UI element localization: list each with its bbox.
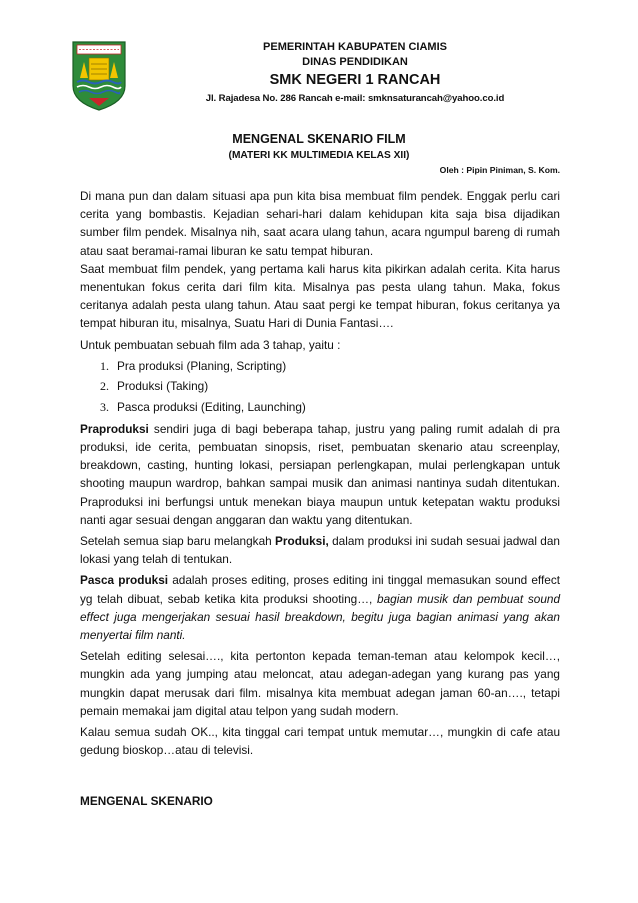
stages-list (80, 358, 560, 416)
letterhead-department: DINAS PENDIDIKAN (302, 56, 408, 68)
praproduksi-paragraph (80, 420, 560, 529)
produksi-term: Produksi, (275, 534, 329, 549)
pasca-paragraph (80, 571, 560, 644)
ciamis-regency-crest-icon (70, 40, 128, 112)
intro-paragraph-2: Saat membuat film pendek, yang pertama kali harus kita pikirkan adalah cerita. Kita harus menentukan fokus cerita dari film kita. Misalnya pas pesta ulang tahun. Maka, fokus ceritanya adalah pesta ulang tahun. Atau saat pergi ke tempat hiburan, fokus ceritanya ya tempat hiburan itu, misalnya, Suatu Hari di Dunia Fantasi…. (80, 261, 560, 331)
document-body (80, 187, 560, 759)
list-number: 2. (100, 379, 109, 394)
author-line: Oleh : Pipin Piniman, S. Kom. (439, 165, 560, 175)
document-title: MENGENAL SKENARIO FILM (232, 132, 406, 146)
list-text: Produksi (Taking) (117, 379, 209, 394)
list-text: Pasca produksi (Editing, Launching) (117, 399, 306, 414)
letterhead-government: PEMERINTAH KABUPATEN CIAMIS (263, 41, 447, 53)
letterhead-address: Jl. Rajadesa No. 286 Rancah e-mail: smknsaturancah@yahoo.co.id (205, 93, 505, 104)
list-text: Pra produksi (Planing, Scripting) (117, 358, 287, 373)
section-heading: MENGENAL SKENARIO (80, 794, 213, 808)
document-subtitle: (MATERI KK MULTIMEDIA KELAS XII) (228, 150, 410, 161)
list-number: 3. (100, 399, 109, 414)
produksi-before: Setelah semua siap baru melangkah (80, 534, 276, 549)
list-item (80, 378, 560, 395)
produksi-paragraph (80, 532, 560, 568)
editing-paragraph: Setelah editing selesai…., kita pertonton kepada teman-teman atau kelompok kecil…, mungkin ada yang jumping atau meloncat, atau adegan-adegan yang kurang pas yang mungkin dapat merusak dari film. misalnya kita membuat adegan jaman 60-an…., tetapi pemain memakai jam digital atau telpon yang sudah modern. (80, 649, 560, 718)
praproduksi-text: sendiri juga di bagi beberapa tahap, justru yang paling rumit adalah di pra produksi, ide cerita, pembuatan sinopsis, riset, pembuatan skenario atau screenplay, breakdown, casting, hunting lokasi, persiapan perlengkapan, mulai perlengkapan untuk shooting maupun wardrop, bahkan sampai musik dan animasi nantinya sudah ditentukan. Praproduksi ini berfungsi untuk menekan biaya maupun untuk ketepatan waktu produksi nanti agar sesuai dengan anggaran dan waktu yang ditentukan. (80, 421, 560, 527)
screening-paragraph: Kalau semua sudah OK.., kita tinggal cari tempat untuk memutar…, mungkin di cafe atau gedung bioskop…atau di televisi. (80, 725, 560, 758)
letterhead-school-name: SMK NEGERI 1 RANCAH (269, 72, 441, 88)
list-number: 1. (100, 358, 109, 373)
intro-paragraph-1: Di mana pun dan dalam situasi apa pun kita bisa membuat film pendek. Enggak perlu cari cerita yang bombastis. Kejadian sehari-hari dalam kehidupan kita saja bisa dijadikan sumber film pendek. Misalnya nih, saat acara ulang tahun, acara ngumpul bareng di rumah atau saat beramai-ramai liburan ke satu tempat hiburan. (80, 189, 560, 258)
list-item (80, 399, 560, 416)
praproduksi-term: Praproduksi (80, 421, 149, 436)
list-item (80, 358, 560, 375)
produksi-after: dalam produksi ini sudah sesuai jadwal dan lokasi yang telah di tentukan. (80, 534, 560, 567)
pasca-text: adalah proses editing, proses editing ini tinggal memasukan sound effect yg telah dibuat, sebab ketika kita produksi shooting…, (80, 573, 560, 606)
stages-intro: Untuk pembuatan sebuah film ada 3 tahap, yaitu : (80, 337, 341, 352)
pasca-italic: bagian musik dan pembuat sound effect juga mengerjakan sesuai hasil breakdown, begitu juga bagian animasi yang akan menyertai film nanti. (80, 591, 561, 643)
letterhead (140, 40, 570, 106)
pasca-term: Pasca produksi (80, 573, 169, 588)
